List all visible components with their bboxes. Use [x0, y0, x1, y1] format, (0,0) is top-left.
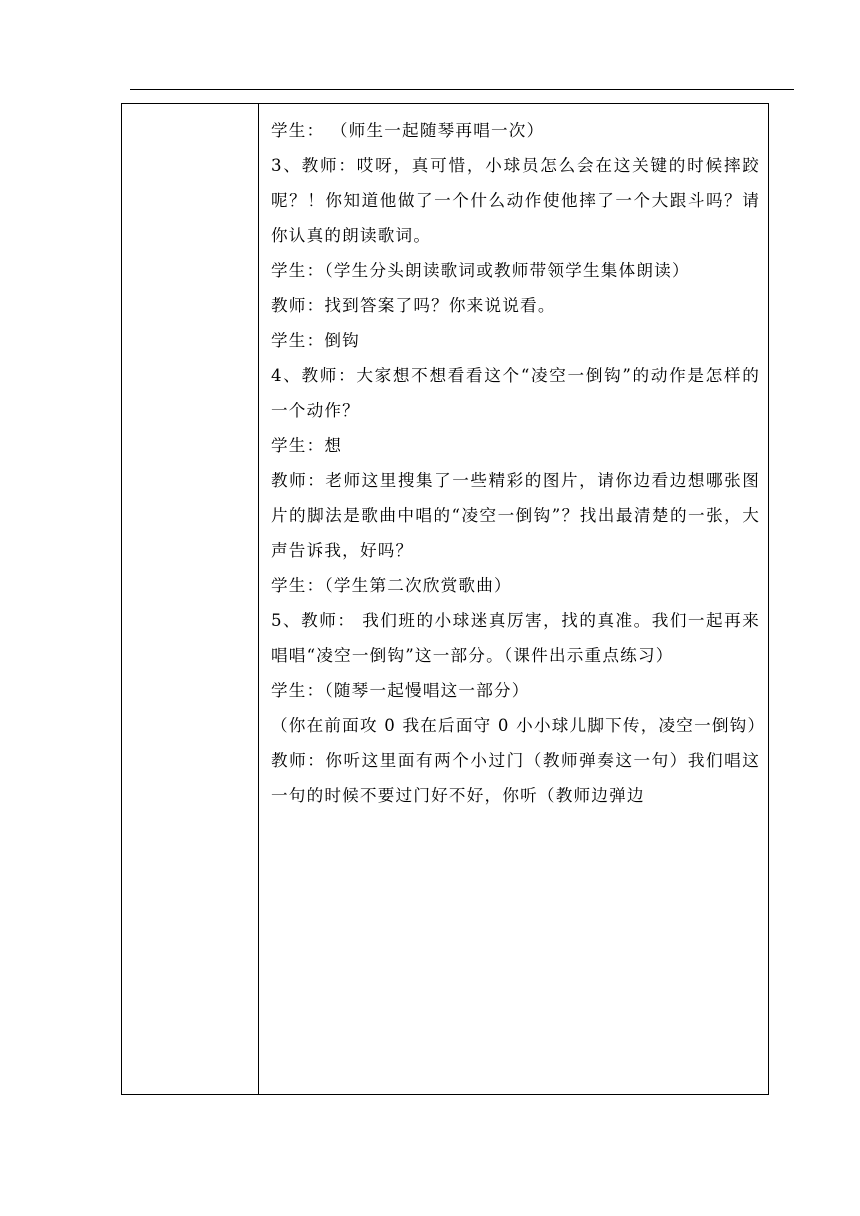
header-rule [130, 89, 794, 90]
paragraph: （你在前面攻 0 我在后面守 0 小小球儿脚下传，凌空一倒钩） [271, 716, 766, 735]
paragraph: 学生：（学生第二次欣赏歌曲） [271, 576, 512, 595]
paragraph: 教师：老师这里搜集了一些精彩的图片，请你边看边想哪张图片的脚法是歌曲中唱的“凌空一倒钩”？找出最清楚的一张，大声告诉我，好吗？ [271, 471, 760, 560]
lesson-table [121, 103, 769, 1095]
paragraph: 教师：你听这里面有两个小过门（教师弹奏这一句）我们唱这一句的时候不要过门好不好，你听（教师边弹边 [271, 751, 760, 805]
paragraph: 学生： （师生一起随琴再唱一次） [271, 121, 545, 140]
paragraph: 教师：找到答案了吗？你来说说看。 [271, 296, 556, 315]
paragraph: 4、教师：大家想不想看看这个“凌空一倒钩”的动作是怎样的一个动作？ [271, 366, 760, 420]
table-left-column [122, 104, 259, 1094]
paragraph: 学生：倒钩 [271, 331, 360, 350]
table-right-column [259, 104, 768, 1094]
paragraph: 3、教师：哎呀，真可惜，小球员怎么会在这关键的时候摔跤呢？！你知道他做了一个什么动作使他摔了一个大跟斗吗？请你认真的朗读歌词。 [271, 156, 760, 245]
paragraph: 5、教师： 我们班的小球迷真厉害，找的真准。我们一起再来唱唱“凌空一倒钩”这一部分。（课件出示重点练习） [271, 611, 760, 665]
paragraph: 学生：想 [271, 436, 343, 455]
paragraph: 学生：（随琴一起慢唱这一部分） [271, 681, 530, 700]
paragraph: 学生：（学生分头朗读歌词或教师带领学生集体朗读） [271, 261, 690, 280]
